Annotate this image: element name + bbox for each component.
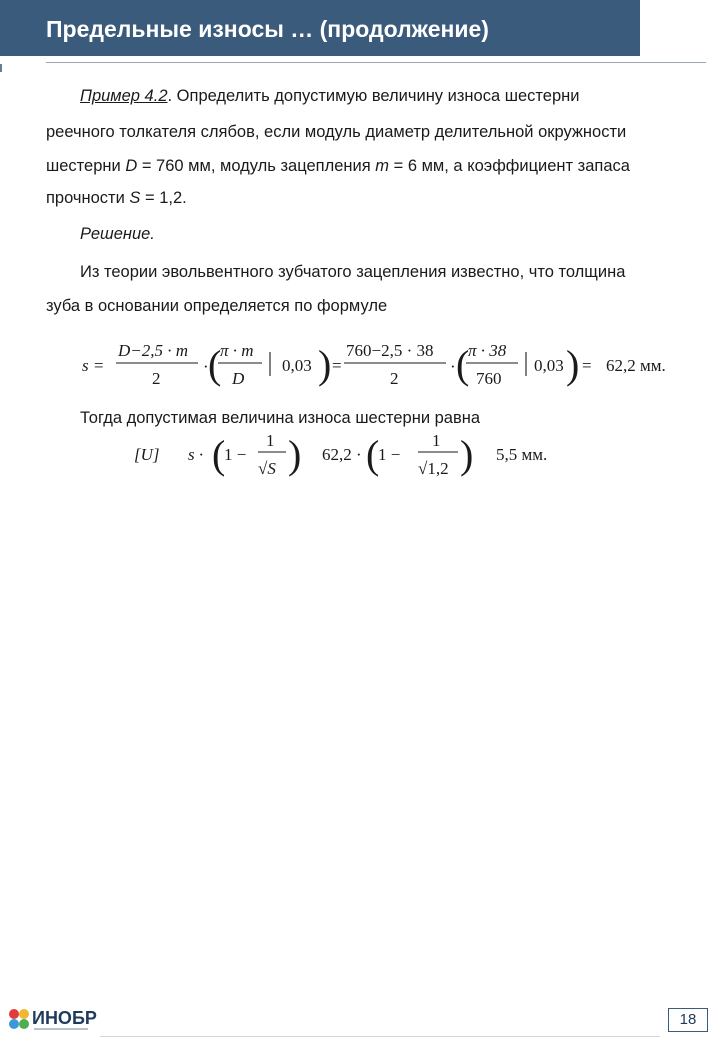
var-S: S: [129, 189, 141, 207]
equals-sign: =: [332, 356, 342, 375]
formula-den-3: 2: [390, 369, 399, 388]
paren-open: (: [208, 342, 222, 387]
slide-header: [0, 0, 720, 62]
text-run: прочности: [46, 189, 130, 207]
dot-operator: ·: [203, 357, 209, 376]
paren-open: (: [212, 432, 226, 477]
formula-tail-2: 0,03: [534, 356, 564, 375]
formula2-one: 1 −: [224, 445, 247, 464]
text-run: = 1,2.: [140, 189, 187, 207]
formula-thickness: [0, 338, 720, 398]
slide-title: Предельные износы … (продолжение): [46, 16, 489, 42]
example-label: Пример 4.2: [80, 87, 168, 105]
formula2-frac-den-2: √1,2: [418, 459, 449, 478]
text-run: = 6 мм, а коэффициент запаса: [389, 157, 630, 175]
formula-num-1: D−2,5 · m: [118, 341, 189, 360]
example-line-4: [46, 188, 696, 208]
dot-operator: ·: [450, 357, 456, 376]
example-line-3: [46, 156, 696, 176]
formula-num-3: 760−2,5 · 38: [346, 341, 434, 360]
formula2-frac-num: 1: [266, 431, 275, 450]
theory-line-2: зуба в основании определяется по формуле: [46, 297, 388, 315]
example-line-2: реечного толкателя слябов, если модуль диаметр делительной окружности: [46, 123, 627, 141]
left-edge-mark: [0, 64, 2, 72]
formula2-s: s ·: [188, 445, 204, 464]
slide-footer: [0, 500, 720, 1028]
paren-close: ): [566, 342, 580, 387]
formula-num-2: π · m: [220, 341, 254, 360]
paren-open: (: [366, 432, 380, 477]
formula2-value: 62,2 ·: [322, 445, 362, 464]
text-run: = 760 мм, модуль зацепления: [137, 157, 376, 175]
formula-tail: 0,03: [282, 356, 312, 375]
page-number: 18: [668, 1008, 708, 1032]
formula-den-2: D: [232, 369, 245, 388]
var-D: D: [125, 157, 138, 175]
formula-num-4: π · 38: [468, 341, 507, 360]
formula-lhs: s =: [82, 356, 105, 375]
example-line-1-text: . Определить допустимую величину износа шестерни: [167, 87, 580, 105]
equals-sign-2: =: [582, 356, 592, 375]
formula-result: 62,2 мм.: [606, 356, 666, 375]
example-line-1: [80, 86, 720, 106]
formula-den-4: 760: [476, 369, 502, 388]
then-text: Тогда допустимая величина износа шестерни равна: [80, 409, 481, 427]
formula2-result: 5,5 мм.: [496, 445, 548, 464]
paren-close: ): [460, 432, 474, 477]
paren-open: (: [456, 342, 470, 387]
header-divider: [46, 62, 706, 63]
inobr-logo-icon: [6, 1006, 32, 1032]
formula-den-1: 2: [152, 369, 161, 388]
paren-close: ): [288, 432, 302, 477]
var-m: m: [375, 157, 390, 175]
formula2-frac-num-2: 1: [432, 431, 441, 450]
formula2-frac-den: √S: [258, 459, 276, 478]
formula2-one-2: 1 −: [378, 445, 401, 464]
theory-line-1: Из теории эвольвентного зубчатого зацепления известно, что толщина: [80, 263, 626, 281]
formula-wear: [0, 430, 720, 490]
formula2-lhs: [U]: [134, 445, 160, 464]
logo-underline: [34, 1028, 88, 1030]
text-run: шестерни: [46, 157, 126, 175]
inobr-logo-text: ИНОБР: [32, 1008, 97, 1028]
solution-label: Решение.: [80, 225, 155, 243]
paren-close: ): [318, 342, 332, 387]
